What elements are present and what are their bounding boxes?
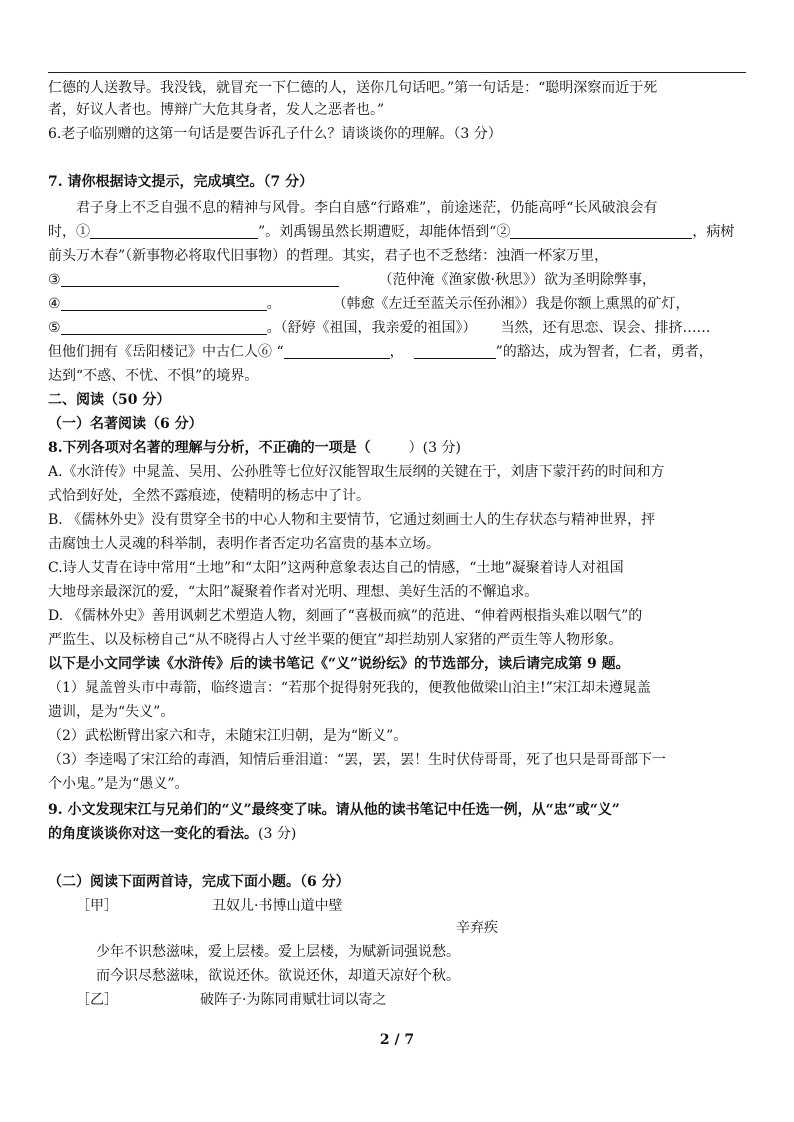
note-3-cont: 个小鬼。”是为“愚义”。 bbox=[48, 776, 189, 792]
question-8-stem: 8.下列各项对名著的理解与分析，不正确的一项是（ ）(3 分) bbox=[48, 440, 461, 456]
poem-2-tag: ［乙］ bbox=[76, 992, 118, 1008]
poem-2-title: 破阵子·为陈同甫赋壮词以寄之 bbox=[200, 992, 387, 1008]
q7-line: 时，① ”。刘禹锡虽然长期遭贬，却能体悟到“② ，病树 bbox=[48, 224, 735, 240]
page-number: 2 / 7 bbox=[379, 1032, 415, 1048]
q7-line: 君子身上不乏自强不息的精神与风骨。李白自感“行路难”，前途迷茫，仍能高呼“长风破浪会有 bbox=[76, 200, 658, 216]
poem-1-line: 少年不识愁滋味，爱上层楼。爱上层楼，为赋新词强说愁。 bbox=[96, 944, 460, 960]
note-1: （1）晁盖曾头市中毒箭，临终遗言：“若那个捉得射死我的，便教他做梁山泊主!”宋江却未遵晁盖 bbox=[48, 680, 651, 696]
blank-6a[interactable] bbox=[284, 344, 390, 359]
blank-6b[interactable] bbox=[414, 344, 496, 359]
note-3: （3）李逵喝了宋江给的毒酒，知情后垂泪道：“罢，罢，罢！生时伏侍哥哥，死了也只是哥哥部下一 bbox=[48, 752, 667, 768]
question-6: 6.老子临别赠的这第一句话是要告诉孔子什么？请谈谈你的理解。（3 分） bbox=[48, 126, 502, 142]
q7-line: ③ （范仲淹《渔家傲·秋思》）欲为圣明除弊事， bbox=[48, 272, 657, 288]
q7-line: 但他们拥有《岳阳楼记》中古仁人⑥ “ ， ”的豁达，成为智者，仁者，勇者， bbox=[48, 344, 713, 360]
blank-2[interactable] bbox=[510, 224, 692, 239]
blank-5[interactable] bbox=[61, 320, 267, 335]
option-d-cont: 严监生、以及标榜自己“从不晓得占人寸丝半粟的便宜”却拦劫别人家猪的严贡生等人物形象。 bbox=[48, 632, 623, 648]
blank-4[interactable] bbox=[61, 296, 267, 311]
section-2-heading: 二、阅读（50 分） bbox=[48, 392, 171, 408]
q9-intro: 以下是小文同学读《水浒传》后的读书笔记《“义”说纷纭》的节选部分，读后请完成第 9 题。 bbox=[48, 656, 630, 672]
option-b: B. 《儒林外史》没有贯穿全书的中心人物和主要情节，它通过刻画士人的生存状态与精神世界，抨 bbox=[48, 512, 656, 528]
question-7-title: 7. 请你根据诗文提示，完成填空。（7 分） bbox=[48, 174, 314, 190]
question-9-cont: 的角度谈谈你对这一变化的看法。(3 分) bbox=[48, 826, 297, 842]
option-a-cont: 式恰到好处，全然不露痕迹，使精明的杨志中了计。 bbox=[48, 488, 370, 504]
poem-1-tag: ［甲］ bbox=[76, 898, 118, 914]
blank-1[interactable] bbox=[90, 224, 258, 239]
passage-line: 仁德的人送教导。我没钱，就冒充一下仁德的人，送你几句话吧。”第一句话是：“聪明深察而近于死 bbox=[48, 80, 658, 96]
poem-1-title: 丑奴儿·书博山道中壁 bbox=[212, 898, 343, 914]
q7-line: ④ 。 （韩愈《左迁至蓝关示侄孙湘》）我是你额上熏黑的矿灯， bbox=[48, 296, 690, 312]
option-c-cont: 大地母亲最深沉的爱，“太阳”凝聚着作者对光明、理想、美好生活的不懈追求。 bbox=[48, 584, 539, 600]
poem-1-line: 而今识尽愁滋味，欲说还休。欲说还休，却道天凉好个秋。 bbox=[96, 968, 460, 984]
q7-line: ⑤ 。（舒婷《祖国，我亲爱的祖国》） 当然，还有思恋、误会、排挤…… bbox=[48, 320, 711, 336]
section-2a-heading: （一）名著阅读（6 分） bbox=[48, 416, 203, 432]
question-9: 9. 小文发现宋江与兄弟们的“义”最终变了味。请从他的读书笔记中任选一例，从“忠”或“义” bbox=[48, 802, 620, 818]
poem-1-author: 辛弃疾 bbox=[456, 920, 498, 936]
note-2: （2）武松断臂出家六和寺，未随宋江归朝，是为“断义”。 bbox=[48, 728, 408, 744]
option-b-cont: 击腐蚀士人灵魂的科举制，表明作者否定功名富贵的基本立场。 bbox=[48, 536, 440, 552]
header-rule bbox=[48, 72, 746, 73]
blank-3[interactable] bbox=[61, 272, 339, 287]
q7-line: 达到“不惑、不忧、不惧”的境界。 bbox=[48, 368, 259, 384]
section-2b-heading: （二）阅读下面两首诗，完成下面小题。（6 分） bbox=[48, 874, 350, 890]
option-d: D. 《儒林外史》善用讽刺艺术塑造人物，刻画了“喜极而疯”的范进、“伸着两根指头难以咽气”的 bbox=[48, 608, 643, 624]
q7-line: 前头万木春”（新事物必将取代旧事物）的哲理。其实，君子也不乏愁绪：浊酒一杯家万里， bbox=[48, 248, 609, 264]
option-c: C.诗人艾青在诗中常用“土地”和“太阳”这两种意象表达自己的情感，“土地”凝聚着诗人对祖国 bbox=[48, 560, 624, 576]
note-1-cont: 遗训，是为“失义”。 bbox=[48, 704, 175, 720]
passage-line: 者，好议人者也。博辩广大危其身者，发人之恶者也。” bbox=[48, 102, 385, 118]
option-a: A.《水浒传》中晁盖、吴用、公孙胜等七位好汉能智取生辰纲的关键在于，刘唐下蒙汗药的时间和方 bbox=[48, 464, 665, 480]
